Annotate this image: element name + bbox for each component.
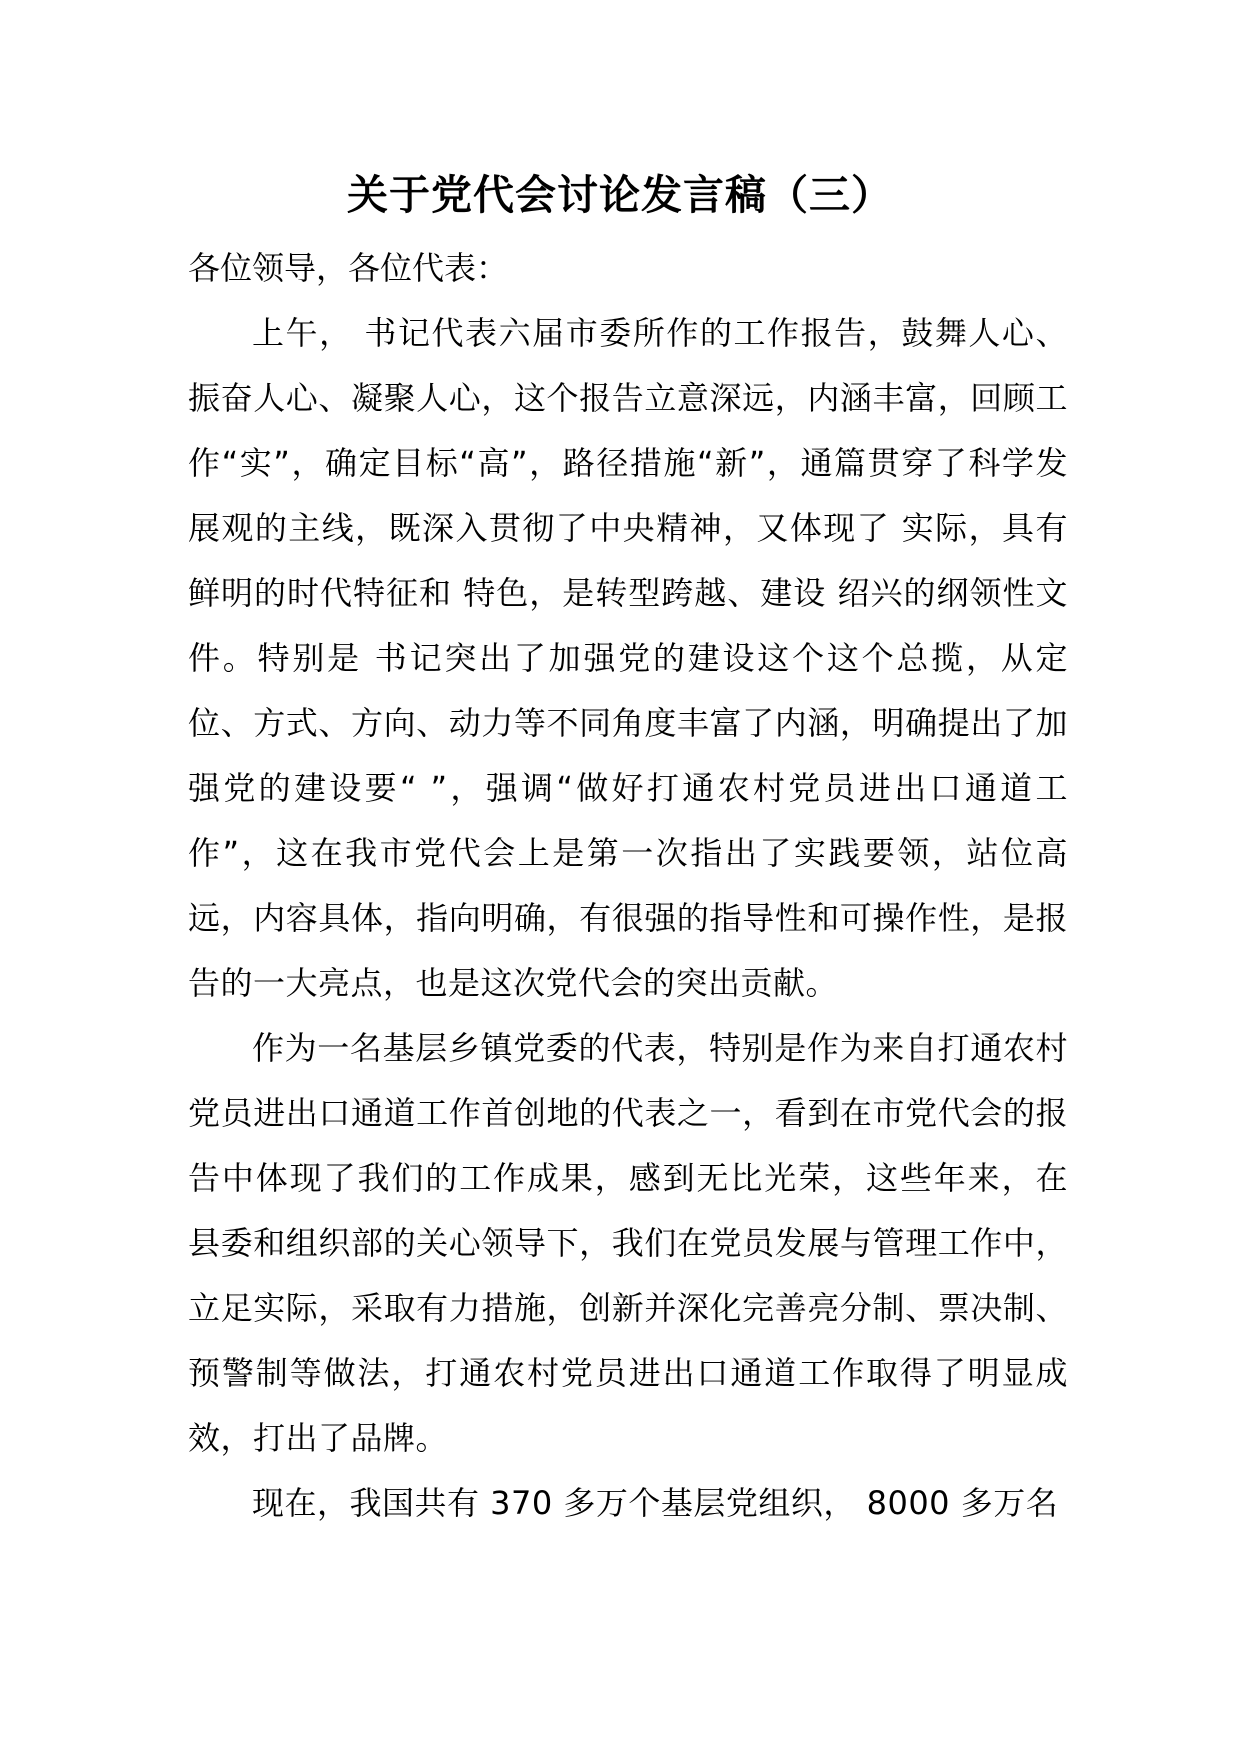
paragraph-2: 作为一名基层乡镇党委的代表，特别是作为来自打通农村党员进出口通道工作首创地的代表之一，看到在市党代会的报告中体现了我们的工作成果，感到无比光荣，这些年来，在 县委和组织部的关心领导下，我们在党员发展与管理工作中，立足实际，采取有力措施，创新并深化完善亮分制、票决制、预警制等做法，打通农村党员进出口通道工作取得了明显成效，打出了品牌。 [188,1029,1068,1457]
page-title: 关于党代会讨论发言稿（三） [347,171,893,219]
document-body [188,236,1068,1536]
paragraph-1: 上午， 书记代表六届市委所作的工作报告，鼓舞人心、振奋人心、凝聚人心，这个报告立意深远，内涵丰富，回顾工作“实”，确定目标“高”，路径措施“新”，通篇贯穿了科学发展观的主线，既深入贯彻了中央精神，又体现了 实际，具有鲜明的时代特征和 特色，是转型跨越、建设 绍兴的纲领性文件。特别是 书记突出了加强党的建设这个这个总揽，从定位、方式、方向、动力等不同角度丰富了内涵，明确提出了加强党的建设要“ ”，强调“做好打通农村党员进出口通道工作”，这在我市党代会上是第一次指出了实践要领，站位高远，内容具体，指向明确，有很强的指导性和可操作性，是报告的一大亮点，也是这次党代会的突出贡献。 [188,314,1068,1002]
salutation: 各位领导，各位代表： [188,249,509,287]
paragraph-3: 现在，我国共有 370 多万个基层党组织， 8000 多万名 [252,1484,1059,1522]
